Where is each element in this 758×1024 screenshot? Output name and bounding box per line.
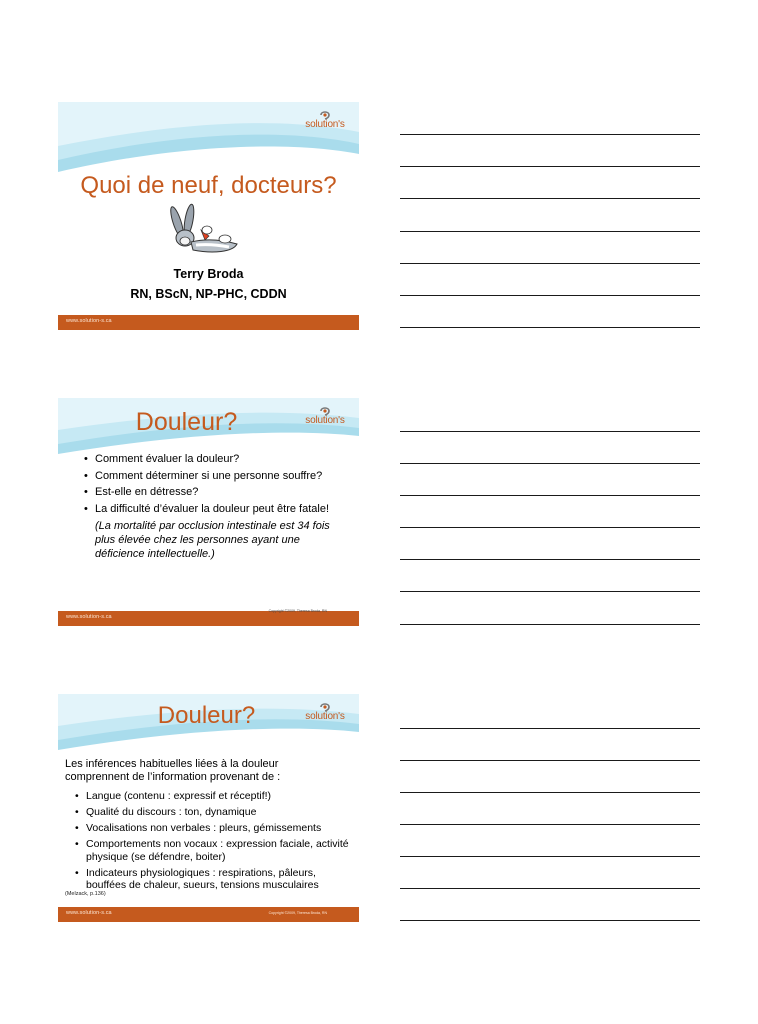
list-item: • Comment évaluer la douleur? [84,453,334,467]
list-item: • Langue (contenu : expressif et réceptif!) [75,790,355,803]
logo-text: solution's [305,119,345,130]
note-line [400,920,700,921]
note-line [400,624,700,625]
footer-url: www.solution-s.ca [66,910,112,916]
list-item: • Vocalisations non verbales : pleurs, gémissements [75,822,355,835]
slide-2 [58,398,359,626]
presenter-block [58,264,359,304]
note-line [400,888,700,889]
note-line [400,856,700,857]
note-line [400,134,700,135]
presenter-name: Terry Broda [173,267,244,281]
note-line [400,166,700,167]
copyright-text: Copyright ©2009, Theresa Broda, RN [268,911,327,915]
note-line [400,591,700,592]
slide-footer [58,315,359,330]
slide-title: Douleur? [157,702,256,729]
logo-text: solution's [305,415,345,426]
note-line [400,728,700,729]
slide-title: Quoi de neuf, docteurs? [80,172,337,199]
slide-1 [58,102,359,330]
list-item: • Comportements non vocaux : expression faciale, activité physique (se défendre, boiter) [75,838,355,863]
slide-footer [58,611,359,626]
note-line [400,327,700,328]
slide-footer [58,907,359,922]
note-line [400,495,700,496]
logo-text: solution's [305,711,345,722]
intro-text: Les inférences habituelles liées à la douleur comprennent de l’information provenant de : [65,758,281,783]
citation: (Melzack, p.136) [65,891,106,897]
note-line [400,559,700,560]
presenter-credentials: RN, BScN, NP-PHC, CDDN [130,287,287,301]
note-line [400,527,700,528]
note-line [400,760,700,761]
list-item: • Comment déterminer si une personne souffre? [84,470,334,484]
slide-3 [58,694,359,922]
note-line [400,295,700,296]
note-line [400,231,700,232]
note-line [400,824,700,825]
list-item: • Indicateurs physiologiques : respirations, pâleurs, bouffées de chaleur, sueurs, tensions musculaires [75,867,355,892]
note-line [400,431,700,432]
bugs-bunny-illustration [163,200,243,258]
solutions-logo [299,110,351,134]
copyright-text: Copyright ©2009, Theresa Broda, RN [268,609,327,613]
bullet-list [84,453,334,561]
list-item: • La difficulté d’évaluer la douleur peut être fatale! [84,503,334,517]
list-item: • Est-elle en détresse? [84,486,334,500]
note-line [400,463,700,464]
list-item: • Qualité du discours : ton, dynamique [75,806,355,819]
note-line [400,198,700,199]
bullet-list [75,790,355,895]
slide-title: Douleur? [135,408,238,436]
footer-url: www.solution-s.ca [66,614,112,620]
note-line [400,792,700,793]
footer-url: www.solution-s.ca [66,318,112,324]
italic-note: (La mortalité par occlusion intestinale est 34 fois plus élevée chez les personnes ayant une déficience intellectuelle.) [95,520,330,560]
note-line [400,263,700,264]
